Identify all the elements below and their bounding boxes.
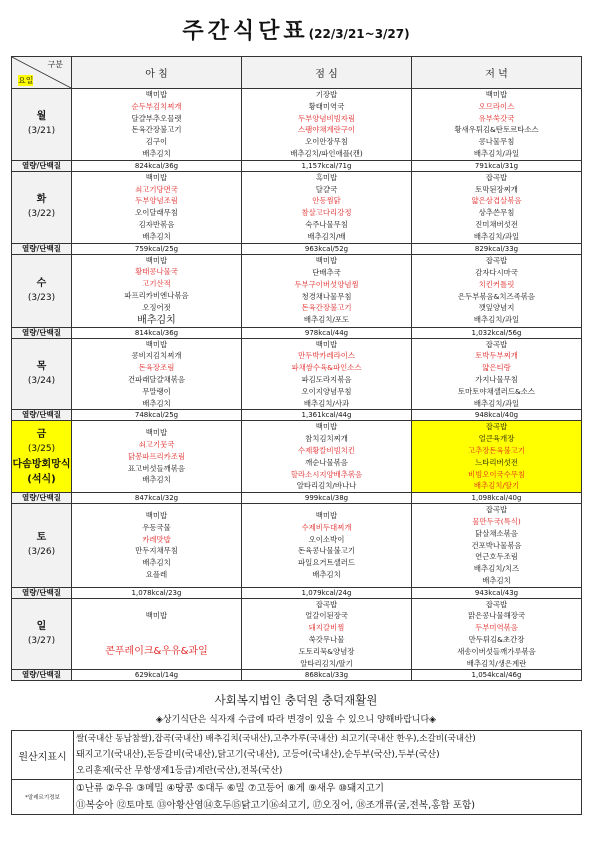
- day-row: [12, 598, 582, 670]
- menu-item: 닭살채소볶음: [475, 528, 518, 538]
- lunch-cell: [242, 171, 412, 243]
- calorie-label: 열량/단백질: [12, 160, 72, 171]
- menu-item: 순두부김치찌개: [131, 101, 182, 111]
- day-date: (3/26): [27, 547, 56, 558]
- menu-item: 무말랭이: [142, 386, 171, 396]
- menu-item: 돈육콩나물불고기: [297, 546, 356, 556]
- calorie-row: [12, 243, 582, 254]
- change-notice: ◈상기식단은 식자재 수급에 따라 변경이 있을 수 있으니 양해바랍니다◈: [155, 715, 437, 725]
- menu-item: 맑은콩나물해장국: [467, 611, 526, 621]
- menu-item: 우동국물: [142, 522, 171, 532]
- dinner-cell: [412, 598, 582, 670]
- day-name: 목: [36, 360, 47, 372]
- menu-item: 건포박나물볶음: [471, 540, 522, 550]
- day-row: [12, 338, 582, 410]
- calorie-value: 978kcal/44g: [242, 327, 412, 338]
- header-category: 구분: [47, 60, 63, 69]
- calorie-value: 963kcal/52g: [242, 243, 412, 254]
- lunch-cell: [242, 89, 412, 161]
- calorie-row: [12, 493, 582, 504]
- menu-item: 비빔오이국수무침: [467, 469, 526, 479]
- menu-item: 쑥갓무나물: [308, 635, 345, 645]
- day-label-cell: [12, 598, 72, 670]
- header-corner: [12, 57, 72, 89]
- menu-item: 쇠고기뭇국: [138, 440, 175, 450]
- menu-item: 진미채버섯전: [475, 219, 518, 229]
- menu-item: 두부양념비빔자림: [297, 113, 356, 123]
- menu-item: 배추김치/과일: [473, 231, 520, 241]
- menu-item: 숙주나물무침: [305, 219, 348, 229]
- day-name: 토: [36, 532, 47, 544]
- menu-item: 배추김치: [137, 314, 176, 326]
- dinner-cell: [412, 89, 582, 161]
- day-row: [12, 254, 582, 327]
- day-label-cell: [12, 254, 72, 327]
- menu-item: 두부미역볶음: [475, 623, 518, 633]
- menu-item: 돈육장조림: [138, 363, 175, 373]
- origin-label: 원산지표시: [12, 731, 74, 780]
- calorie-label: 열량/단백질: [12, 670, 72, 681]
- menu-item: 백미밥: [145, 511, 168, 520]
- calorie-value: 1,157kcal/71g: [242, 160, 412, 171]
- breakfast-cell: [72, 504, 242, 588]
- lunch-cell: [242, 338, 412, 410]
- day-date: (3/21): [27, 126, 56, 137]
- menu-item: 두부구이버섯양념찜: [294, 279, 359, 289]
- day-row: [12, 89, 582, 161]
- menu-item: 황태콩나물국: [135, 267, 178, 277]
- lunch-cell: [242, 504, 412, 588]
- menu-item: 파김도라지볶음: [301, 374, 352, 384]
- day-date: (3/22): [27, 209, 56, 220]
- calorie-value: 1,361kcal/44g: [242, 410, 412, 421]
- organization-name: 사회복지법인 충덕원 충덕재활원: [214, 693, 378, 707]
- menu-item: 백미밥: [145, 255, 168, 265]
- menu-item: 토박두부찌개: [475, 351, 518, 361]
- menu-item: 배추김치/과일: [473, 148, 520, 158]
- day-note: (석식): [27, 473, 56, 485]
- menu-item: 두부양념조림: [135, 196, 178, 206]
- menu-item: 스팸야채계란구이: [297, 125, 356, 135]
- origin-line: 쌀(국내산 동남참쌀),잡곡(국내산) 배추김치(국내산),고추가루(국내산) 쇠고기(국내산 한우),소갈비(국내산): [76, 734, 476, 744]
- calorie-value: 1,054kcal/46g: [412, 670, 582, 681]
- menu-item: 고기산적: [142, 279, 171, 289]
- menu-item: 백미밥: [315, 511, 338, 520]
- menu-body: [12, 89, 582, 681]
- menu-item: 만두지채무침: [135, 546, 178, 556]
- day-name: 금: [36, 428, 47, 440]
- menu-item: 새송이버섯들깨가루볶음: [457, 646, 536, 656]
- menu-item: 잡곡밥: [485, 505, 508, 515]
- menu-item: [72, 622, 241, 634]
- menu-item: 김구이: [145, 137, 168, 147]
- calorie-value: 1,079kcal/24g: [242, 587, 412, 598]
- allergy-line: ①난류 ②우유 ③메밀 ④땅콩 ⑤대두 ⑥밀 ⑦고등어 ⑧게 ⑨새우 ⑩돼지고기: [76, 783, 385, 794]
- menu-item: 요플레: [145, 569, 168, 579]
- menu-item: 연근호두조림: [475, 552, 518, 562]
- day-date: (3/27): [27, 636, 56, 647]
- menu-item: 배추김치: [142, 475, 171, 485]
- menu-item: 돼지갈비찜: [308, 623, 345, 633]
- lunch-cell: [242, 598, 412, 670]
- menu-item: 백미밥: [145, 172, 168, 182]
- menu-item: 알타리김치/바나나: [296, 481, 357, 491]
- calorie-label: 열량/단백질: [12, 587, 72, 598]
- calorie-row: [12, 160, 582, 171]
- menu-item: 청경채나물무침: [301, 291, 352, 301]
- menu-item: 배추김치/과일: [473, 315, 520, 325]
- menu-item: 깻잎양념지: [478, 303, 515, 313]
- calorie-value: 1,098kcal/40g: [412, 493, 582, 504]
- menu-item: 토막된장찌개: [475, 184, 518, 194]
- origin-content: [74, 731, 582, 780]
- header-dinner: 저 녁: [412, 57, 582, 89]
- menu-item: 오이안장무침: [305, 137, 348, 147]
- allergy-line: ⑪복숭아 ⑫토마토 ⑬아황산염⑭호두⑮닭고기⑯쇠고기, ⑰오징어, ⑱조개류(굴,전복,홍합 포함): [76, 800, 475, 811]
- allergy-content: [74, 780, 582, 815]
- allergy-label: *알레르기정보: [12, 780, 74, 815]
- breakfast-cell: [72, 171, 242, 243]
- menu-item: 배추김치/사과: [303, 398, 350, 408]
- menu-item: 파일요거트샐러드: [297, 558, 356, 568]
- menu-item: 황새우튀김&탄토르타소스: [454, 125, 539, 135]
- menu-item: 수제비두대찌개: [301, 522, 352, 532]
- day-label-cell: [12, 338, 72, 410]
- menu-item: 참살고다리강정: [301, 208, 352, 218]
- menu-item: 얼큰육개장: [478, 434, 515, 444]
- menu-item: 배추김치: [142, 148, 171, 158]
- menu-item: 콘푸레이크&우유&과일: [105, 646, 208, 658]
- menu-item: 상추쓴무침: [478, 208, 515, 218]
- menu-item: 도토리묵&양념장: [298, 646, 355, 656]
- day-label-cell: [12, 171, 72, 243]
- day-label-cell: [12, 504, 72, 588]
- dinner-cell: [412, 171, 582, 243]
- menu-item: 황태미역국: [308, 101, 345, 111]
- menu-item: 배추김치/포도: [303, 315, 350, 325]
- title-date-range: (22/3/21~3/27): [308, 27, 410, 41]
- day-name: 수: [36, 277, 47, 289]
- breakfast-cell: [72, 254, 242, 327]
- menu-item: 얇은삼겹살볶음: [471, 196, 522, 206]
- info-table: [11, 730, 582, 815]
- menu-item: [72, 633, 241, 645]
- menu-item: 오이소박이: [308, 534, 345, 544]
- menu-item: 배추김치/생은계란: [466, 658, 527, 668]
- menu-item: 잡곡밥: [485, 599, 508, 609]
- menu-item: 잡곡밥: [485, 172, 508, 182]
- calorie-value: 791kcal/31g: [412, 160, 582, 171]
- menu-item: 달걀부추오믈렛: [131, 113, 182, 123]
- calorie-value: 868kcal/33g: [242, 670, 412, 681]
- menu-item: 쇠고기당면국: [135, 184, 178, 194]
- menu-item: 오징어젓: [142, 302, 171, 312]
- lunch-cell: [242, 421, 412, 493]
- menu-item: 돈육간장불고기: [301, 303, 352, 313]
- menu-item: 수제황칼비빔치킨: [297, 445, 356, 455]
- calorie-label: 열량/단백질: [12, 243, 72, 254]
- menu-item: 가지나물무침: [475, 374, 518, 384]
- menu-item: 돈육간장불고기: [131, 125, 182, 135]
- menu-item: 느타리버섯전: [475, 457, 518, 467]
- day-label-cell: [12, 89, 72, 161]
- menu-item: 만두박카레라이스: [297, 351, 356, 361]
- menu-item: 배추김치/딸기: [473, 481, 520, 491]
- calorie-label: 열량/단백질: [12, 493, 72, 504]
- lunch-cell: [242, 254, 412, 327]
- menu-item: 잡곡밥: [485, 256, 508, 266]
- menu-item: 달걀국: [315, 184, 338, 194]
- menu-item: 백미밥: [145, 90, 168, 99]
- day-name: 월: [36, 111, 47, 123]
- calorie-value: 1,032kcal/56g: [412, 327, 582, 338]
- day-name: 화: [36, 194, 47, 206]
- header-day: 요일: [18, 76, 34, 85]
- menu-item: 치킨커틀릿: [478, 279, 515, 289]
- calorie-value: 948kcal/40g: [412, 410, 582, 421]
- menu-item: 할라소시지양배추볶음: [290, 469, 363, 479]
- breakfast-cell: [72, 89, 242, 161]
- menu-item: 콩나물무침: [478, 137, 515, 147]
- dinner-cell: [412, 421, 582, 493]
- menu-item: 만두튀김&초간장: [468, 635, 525, 645]
- menu-item: 콩비지김치찌개: [131, 351, 182, 361]
- menu-item: 파채쌈수육&파인소스: [291, 363, 362, 373]
- menu-item: 잡곡밥: [485, 339, 508, 349]
- menu-item: 배추김치: [142, 398, 171, 408]
- menu-item: 배추김치: [142, 231, 171, 241]
- menu-item: 참치김치찌개: [305, 434, 348, 444]
- calorie-value: 943kcal/43g: [412, 587, 582, 598]
- calorie-value: 748kcal/25g: [72, 410, 242, 421]
- calorie-row: [12, 587, 582, 598]
- day-name: 일: [36, 621, 47, 633]
- dinner-cell: [412, 338, 582, 410]
- day-label-cell: [12, 421, 72, 493]
- menu-item: 배추김치: [142, 558, 171, 568]
- menu-item: 잡곡밥: [485, 422, 508, 432]
- menu-item: 단배추국: [312, 267, 341, 277]
- menu-item: 표고버섯들깨볶음: [127, 463, 186, 473]
- dinner-cell: [412, 254, 582, 327]
- origin-line: 돼지고기(국내산),돈등갈비(국내산),닭고기(국내산), 고등어(국내산),순두부(국산),두부(국산): [76, 750, 440, 760]
- day-date: (3/24): [27, 375, 56, 386]
- menu-item: 물만두국(특식): [472, 516, 521, 526]
- calorie-value: 814kcal/36g: [72, 327, 242, 338]
- menu-item: 알타리김치/딸기: [300, 658, 353, 668]
- weekly-menu-table: [11, 56, 582, 681]
- menu-item: 김자반볶음: [138, 219, 175, 229]
- calorie-value: 824kcal/36g: [72, 160, 242, 171]
- breakfast-cell: [72, 338, 242, 410]
- menu-item: 깨순나물볶음: [305, 457, 348, 467]
- menu-item: 고추장돈육불고기: [467, 445, 526, 455]
- menu-item: 감자다시마국: [475, 267, 518, 277]
- calorie-label: 열량/단백질: [12, 410, 72, 421]
- menu-item: 배추김치/배: [307, 231, 346, 241]
- menu-item: 백미밥: [315, 256, 338, 266]
- header-breakfast: 아 침: [72, 57, 242, 89]
- day-note: 다솜방회망식: [12, 458, 71, 470]
- day-date: (3/25): [27, 443, 56, 454]
- menu-item: 배추김치/과일: [473, 398, 520, 408]
- calorie-row: [12, 327, 582, 338]
- menu-item: 백미밥: [145, 339, 168, 349]
- day-row: [12, 171, 582, 243]
- calorie-value: 629kcal/14g: [72, 670, 242, 681]
- breakfast-cell: [72, 598, 242, 670]
- calorie-value: 829kcal/33g: [412, 243, 582, 254]
- menu-item: 잡곡밥: [315, 599, 338, 609]
- origin-line: 오리훈제(국산 무항생제1등급)계란(국산),전복(국산): [76, 766, 283, 776]
- menu-item: 건파래달걀채볶음: [127, 374, 186, 384]
- menu-item: 얇은티랑: [482, 363, 511, 373]
- menu-item: 배추김치/파인애플(캔): [290, 148, 363, 158]
- menu-item: 유부쑥갓국: [478, 113, 515, 123]
- menu-item: 백미밥: [145, 610, 168, 620]
- calorie-value: 1,078kcal/23g: [72, 587, 242, 598]
- menu-item: 얼갈이된장국: [305, 611, 348, 621]
- calorie-value: 759kcal/25g: [72, 243, 242, 254]
- menu-item: 오므라이스: [478, 101, 515, 111]
- calorie-value: 999kcal/38g: [242, 493, 412, 504]
- menu-item: 백미밥: [485, 90, 508, 99]
- day-row: [12, 504, 582, 588]
- menu-item: 카레맛밥: [142, 534, 171, 544]
- menu-item: 오이달래무침: [135, 208, 178, 218]
- menu-item: 파프리카비엔나볶음: [124, 290, 189, 300]
- menu-item: 은두부볶음&치즈족볶음: [457, 291, 536, 301]
- menu-item: 기장밥: [315, 90, 338, 99]
- menu-item: 안동찜닭: [312, 196, 341, 206]
- menu-item: 백미밥: [315, 339, 338, 349]
- calorie-label: 열량/단백질: [12, 327, 72, 338]
- menu-item: 오이지양념무침: [301, 386, 352, 396]
- calorie-row: [12, 410, 582, 421]
- day-row: [12, 421, 582, 493]
- menu-item: 배추김치: [482, 575, 511, 585]
- menu-item: 배추김치/치즈: [473, 564, 520, 574]
- menu-item: 백미밥: [145, 428, 168, 438]
- menu-item: 흑미밥: [315, 172, 338, 182]
- header-lunch: 점 심: [242, 57, 412, 89]
- page-title: [0, 14, 592, 45]
- menu-item: 토마토야채샐러드&소스: [457, 386, 536, 396]
- breakfast-cell: [72, 421, 242, 493]
- calorie-row: [12, 670, 582, 681]
- menu-item: 백미밥: [315, 422, 338, 432]
- menu-item: 닭봉파프리카조림: [127, 451, 186, 461]
- day-date: (3/23): [27, 292, 56, 303]
- dinner-cell: [412, 504, 582, 588]
- menu-item: 배추김치: [312, 569, 341, 579]
- calorie-value: 847kcal/32g: [72, 493, 242, 504]
- title-main: 주간식단표: [182, 19, 309, 44]
